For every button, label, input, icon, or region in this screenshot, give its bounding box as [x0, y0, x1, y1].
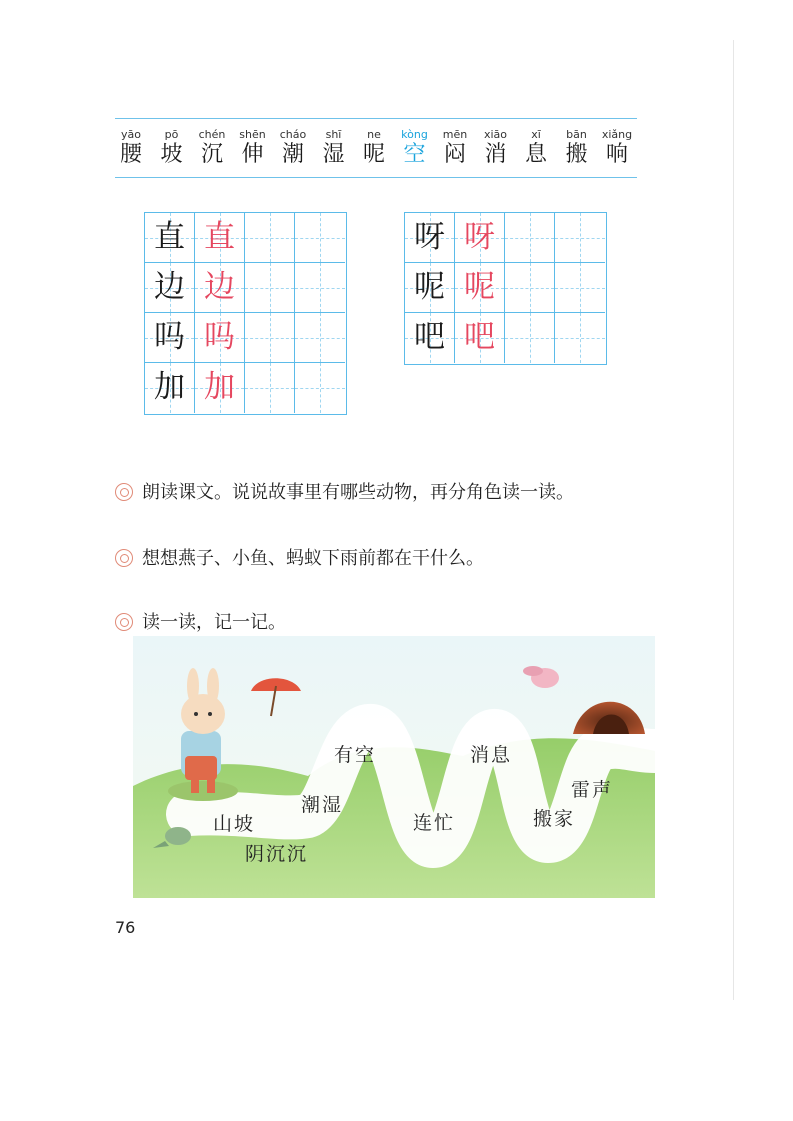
- page-number: 76: [115, 918, 136, 937]
- vocab-item: [557, 119, 597, 168]
- page-edge-divider: [733, 40, 734, 1000]
- pinyin: shēn: [239, 128, 266, 141]
- vocab-item: [435, 119, 475, 168]
- vocab-item: [273, 119, 313, 168]
- vocab-item: [152, 119, 192, 168]
- grid-cell-empty: [555, 213, 605, 263]
- task-bullet-icon: [115, 483, 133, 501]
- vocab-item: [597, 119, 637, 168]
- model-character: 加: [154, 369, 185, 405]
- task-bullet-icon: [115, 549, 133, 567]
- grid-cell: [405, 213, 455, 263]
- illustration-word: 雷声: [571, 779, 614, 801]
- grid-cell-empty: [295, 313, 345, 363]
- task-instruction: [115, 478, 574, 504]
- hanzi: 闷: [443, 142, 466, 167]
- grid-cell-empty: [295, 263, 345, 313]
- pinyin: bān: [566, 128, 587, 141]
- trace-character: 加: [204, 369, 235, 405]
- vocab-item: [516, 119, 556, 168]
- vocabulary-band: [115, 118, 637, 178]
- pinyin: pō: [164, 128, 179, 141]
- grid-cell: [145, 263, 195, 313]
- grid-cell-empty: [245, 363, 295, 413]
- word-hill-illustration: [133, 636, 655, 898]
- task-text: 读一读，记一记。: [142, 612, 286, 633]
- task-instruction: [115, 544, 484, 570]
- pinyin: shī: [325, 128, 342, 141]
- grid-cell-empty: [245, 313, 295, 363]
- hanzi: 湿: [322, 142, 345, 167]
- pinyin: xiāo: [483, 128, 508, 141]
- vocab-item: [233, 119, 273, 168]
- hanzi: 搬: [565, 142, 588, 167]
- grid-cell-empty: [505, 263, 555, 313]
- illustration-word: 阴沉沉: [245, 843, 309, 865]
- grid-cell: [455, 313, 505, 363]
- pinyin: ne: [367, 128, 381, 141]
- illustration-word: 山坡: [213, 813, 256, 835]
- trace-character: 呢: [464, 269, 495, 305]
- grid-cell: [195, 213, 245, 263]
- hanzi: 消: [484, 142, 507, 167]
- hanzi: 空: [403, 142, 426, 167]
- pinyin: xī: [531, 128, 541, 141]
- vocab-item: [192, 119, 232, 168]
- trace-character: 边: [204, 269, 235, 305]
- pinyin: xiǎng: [601, 128, 633, 141]
- grid-cell: [405, 263, 455, 313]
- pinyin: cháo: [279, 128, 307, 141]
- illustration-word: 潮湿: [301, 794, 344, 816]
- model-character: 呀: [414, 219, 445, 255]
- grid-cell-empty: [295, 213, 345, 263]
- hanzi: 腰: [119, 142, 142, 167]
- task-text: 想想燕子、小鱼、蚂蚁下雨前都在干什么。: [142, 548, 484, 569]
- model-character: 吗: [154, 319, 185, 355]
- pinyin: chén: [198, 128, 226, 141]
- illustration-word: 连忙: [413, 812, 456, 834]
- hill-path-picture: [133, 636, 655, 898]
- grid-cell: [195, 363, 245, 413]
- pinyin: mēn: [442, 128, 468, 141]
- trace-character: 吧: [464, 319, 495, 355]
- hanzi: 坡: [160, 142, 183, 167]
- hanzi: 伸: [241, 142, 264, 167]
- grid-cell: [145, 313, 195, 363]
- illustration-word: 有空: [334, 744, 377, 766]
- vocab-item: [476, 119, 516, 168]
- trace-character: 吗: [204, 319, 235, 355]
- task-text: 朗读课文。说说故事里有哪些动物，再分角色读一读。: [142, 482, 574, 503]
- vocab-item: [111, 119, 151, 168]
- vocab-item-highlighted: [395, 119, 435, 168]
- model-character: 边: [154, 269, 185, 305]
- task-bullet-icon: [115, 613, 133, 631]
- grid-cell-empty: [245, 213, 295, 263]
- pinyin: yāo: [121, 128, 141, 141]
- grid-cell-empty: [245, 263, 295, 313]
- grid-cell: [455, 263, 505, 313]
- hanzi: 呢: [362, 142, 385, 167]
- hanzi: 息: [524, 142, 547, 167]
- grid-cell-empty: [505, 313, 555, 363]
- grid-cell: [145, 363, 195, 413]
- model-character: 呢: [414, 269, 445, 305]
- trace-character: 呀: [464, 219, 495, 255]
- hanzi: 潮: [281, 142, 304, 167]
- grid-cell: [195, 313, 245, 363]
- grid-cell-empty: [505, 213, 555, 263]
- grid-cell: [195, 263, 245, 313]
- hanzi: 沉: [200, 142, 223, 167]
- illustration-word: 搬家: [533, 808, 576, 830]
- writing-grid-left: [144, 212, 347, 415]
- trace-character: 直: [204, 219, 235, 255]
- model-character: 吧: [414, 319, 445, 355]
- grid-cell-empty: [295, 363, 345, 413]
- illustration-word: 消息: [470, 744, 513, 766]
- vocab-item: [354, 119, 394, 168]
- task-instruction: [115, 608, 286, 634]
- model-character: 直: [154, 219, 185, 255]
- writing-grid-right: [404, 212, 607, 365]
- grid-cell-empty: [555, 313, 605, 363]
- pinyin: kòng: [401, 128, 428, 141]
- grid-cell: [145, 213, 195, 263]
- vocab-item: [314, 119, 354, 168]
- grid-cell: [455, 213, 505, 263]
- grid-cell: [405, 313, 455, 363]
- hanzi: 响: [605, 142, 628, 167]
- grid-cell-empty: [555, 263, 605, 313]
